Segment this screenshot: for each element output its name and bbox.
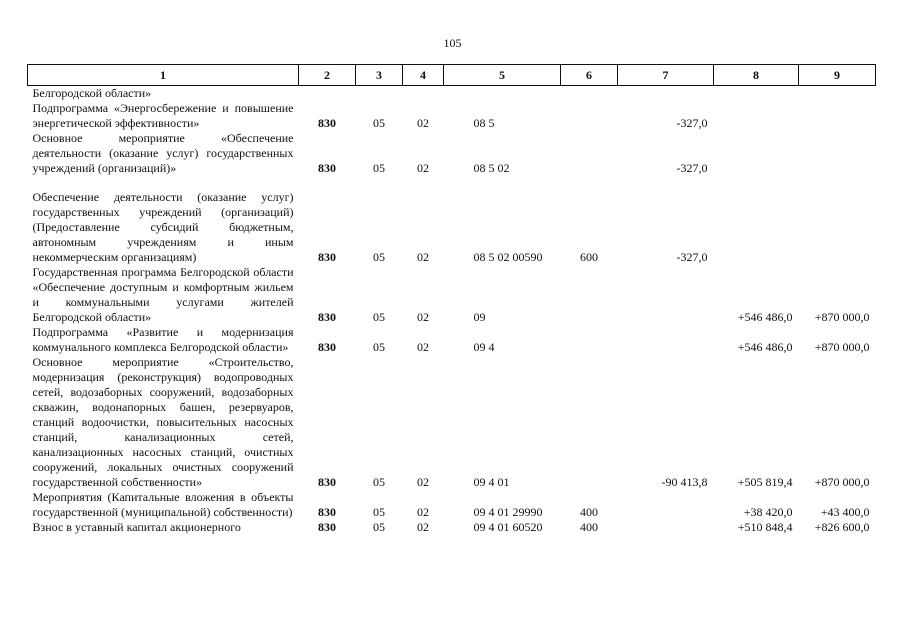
subsection-code: 02 [417,520,429,534]
column-header: 4 [403,65,444,86]
amount-col-8 [714,131,799,176]
amount-col-8: +546 486,0 [737,310,793,324]
amount-col-7 [618,490,714,520]
row-description: Подпрограмма «Энергосбережение и повышение энергетической эффективности» [32,101,294,130]
target-article-code: 09 4 01 29990 [473,505,543,519]
expense-type-code [561,86,618,102]
column-header: 3 [356,65,403,86]
expense-type-code: 400 [580,505,598,519]
ministry-code: 830 [318,161,336,175]
amount-col-7: -327,0 [676,116,708,130]
subsection-code: 02 [417,340,429,354]
target-article-code: 09 4 [473,340,495,354]
amount-col-8 [714,190,799,265]
section-code [356,86,403,102]
column-header: 6 [561,65,618,86]
section-code: 05 [373,475,385,489]
amount-col-8: +510 848,4 [737,520,793,534]
expense-type-code [561,101,618,131]
target-article-code: 09 4 01 [473,475,510,489]
table-row [28,520,876,535]
amount-col-7 [618,86,714,102]
target-article-code [444,86,561,102]
amount-col-9 [799,101,876,131]
section-code: 05 [373,505,385,519]
table-header-row [28,65,876,86]
section-code: 05 [373,161,385,175]
amount-col-8 [714,86,799,102]
amount-col-7: -327,0 [676,161,708,175]
section-code: 05 [373,116,385,130]
row-description: Белгородской области» [32,86,152,100]
table-row [28,86,876,102]
target-article-code: 09 4 01 60520 [473,520,543,534]
expense-type-code [561,355,618,490]
table-row [28,190,876,265]
section-code: 05 [373,520,385,534]
expense-type-code [561,325,618,355]
row-description: Мероприятия (Капитальные вложения в объекты государственной (муниципальной) собственности) [32,490,294,519]
ministry-code: 830 [318,250,336,264]
amount-col-7: -327,0 [676,250,708,264]
ministry-code: 830 [318,310,336,324]
ministry-code: 830 [318,116,336,130]
amount-col-7: -90 413,8 [661,475,708,489]
column-header: 2 [299,65,356,86]
table-row [28,131,876,176]
amount-col-9: +826 600,0 [814,520,870,534]
amount-col-8: +38 420,0 [743,505,793,519]
page-number: 105 [443,36,462,50]
expense-type-code: 600 [580,250,598,264]
ministry-code: 830 [318,520,336,534]
row-description: Государственная программа Белгородской области «Обеспечение доступным и комфортным жильем и коммунальными услугами жителей Белгородской области» [32,265,294,324]
subsection-code [403,86,444,102]
amount-col-9: +870 000,0 [814,340,870,354]
row-description: Основное мероприятие «Обеспечение деятельности (оказание услуг) государственных учреждений (организаций)» [32,131,294,175]
ministry-code [299,86,356,102]
row-description: Обеспечение деятельности (оказание услуг) государственных учреждений (организаций) (Предоставление субсидий бюджетным, автономным учреждениям и иным некоммерческим организациям) [32,190,294,264]
target-article-code: 09 [473,310,486,324]
table-row [28,265,876,325]
amount-col-7 [618,265,714,325]
column-header: 7 [618,65,714,86]
row-description: Основное мероприятие «Строительство, модернизация (реконструкция) водопроводных сетей, водозаборных сооружений, водозаборных скважин, водонапорных башен, резервуаров, станций водоочистки, повысительных насосных станций, канализационных сетей, канализационных насосных станций, очистных сооружений, локальных очистных сооружений государственной собственности» [32,355,294,489]
target-article-code: 08 5 02 [473,161,510,175]
amount-col-7 [618,520,714,535]
expense-type-code [561,265,618,325]
row-description: Взнос в уставный капитал акционерного [32,520,241,534]
subsection-code: 02 [417,250,429,264]
ministry-code: 830 [318,475,336,489]
target-article-code: 08 5 [473,116,495,130]
amount-col-9 [799,86,876,102]
amount-col-8 [714,101,799,131]
column-header: 9 [799,65,876,86]
ministry-code: 830 [318,340,336,354]
amount-col-8: +505 819,4 [737,475,793,489]
amount-col-9 [799,190,876,265]
expense-type-code [561,131,618,176]
column-header: 5 [444,65,561,86]
row-description: Подпрограмма «Развитие и модернизация коммунального комплекса Белгородской области» [32,325,294,354]
column-header: 1 [28,65,299,86]
expense-type-code: 400 [580,520,598,534]
ministry-code: 830 [318,505,336,519]
subsection-code: 02 [417,310,429,324]
amount-col-7 [618,325,714,355]
amount-col-8: +546 486,0 [737,340,793,354]
row-spacer [28,176,876,190]
amount-col-9: +870 000,0 [814,310,870,324]
amount-col-9: +870 000,0 [814,475,870,489]
subsection-code: 02 [417,161,429,175]
table-row [28,490,876,520]
amount-col-9: +43 400,0 [820,505,870,519]
subsection-code: 02 [417,475,429,489]
table-row [28,355,876,490]
target-article-code: 08 5 02 00590 [473,250,543,264]
table-row [28,101,876,131]
amount-col-9 [799,131,876,176]
section-code: 05 [373,340,385,354]
subsection-code: 02 [417,116,429,130]
budget-table [27,64,876,535]
column-header: 8 [714,65,799,86]
table-row [28,325,876,355]
section-code: 05 [373,310,385,324]
section-code: 05 [373,250,385,264]
subsection-code: 02 [417,505,429,519]
